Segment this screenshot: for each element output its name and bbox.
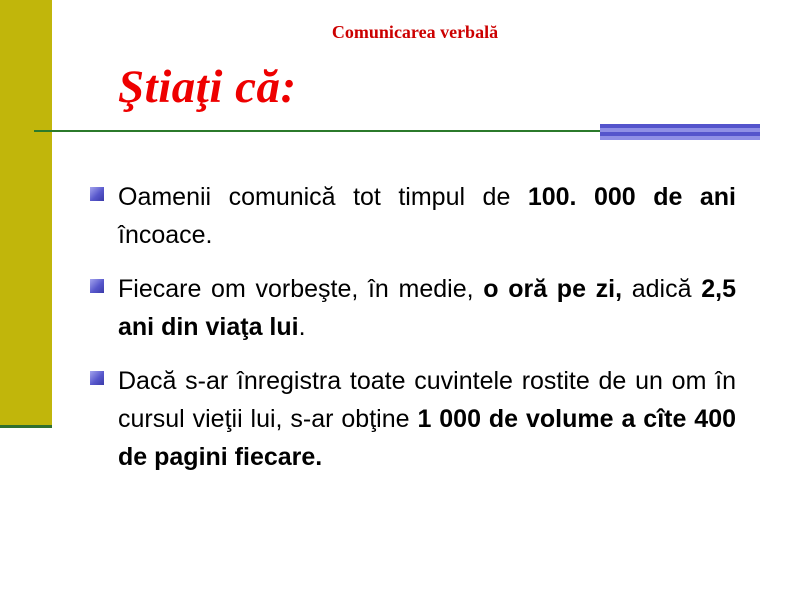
bullet-item-1 bbox=[88, 178, 736, 254]
bullet-item-3 bbox=[88, 362, 736, 476]
left-accent-bar-edge bbox=[0, 425, 52, 428]
bullet-item-2 bbox=[88, 270, 736, 346]
bullet-text-2: Fiecare om vorbeşte, în medie, o oră pe zi, adică 2,5 ani din viaţa lui. bbox=[118, 275, 736, 341]
square-bullet-icon bbox=[90, 187, 104, 201]
square-bullet-icon bbox=[90, 371, 104, 385]
slide-title: Ştiaţi că: bbox=[118, 61, 297, 113]
bullet-text-1: Oamenii comunică tot timpul de 100. 000 de ani încoace. bbox=[118, 183, 736, 249]
left-accent-bar bbox=[0, 0, 52, 425]
bullet-list bbox=[88, 178, 736, 492]
bullet-text-3: Dacă s-ar înregistra toate cuvintele rostite de un om în cursul vieţii lui, s-ar obţine 1 000 de volume a cîte 400 de pagini fiecare. bbox=[118, 367, 736, 471]
square-bullet-icon bbox=[90, 279, 104, 293]
slide-header: Comunicarea verbală bbox=[331, 22, 499, 42]
divider-accent-block bbox=[600, 124, 760, 140]
